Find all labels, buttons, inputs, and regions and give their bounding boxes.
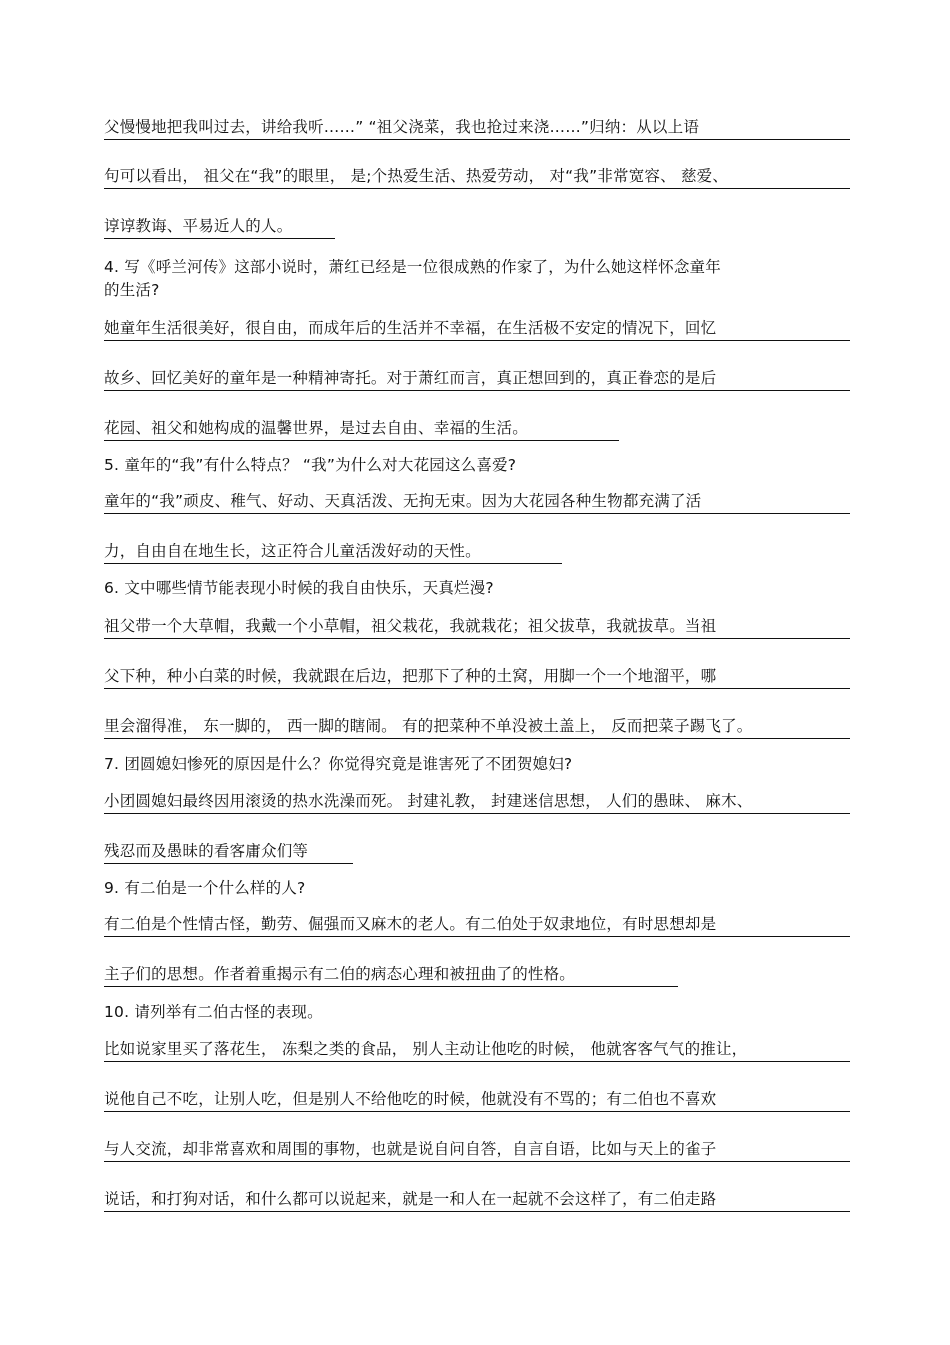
answer-line: 说他自己不吃，让别人吃，但是别人不给他吃的时候，他就没有不骂的；有二伯也不喜欢	[104, 1089, 850, 1112]
question-line: 7. 团圆媳妇惨死的原因是什么？你觉得究竟是谁害死了不团贺媳妇?	[104, 755, 573, 773]
answer-line: 祖父带一个大草帽，我戴一个小草帽，祖父栽花，我就栽花；祖父拔草，我就拔草。当祖	[104, 616, 850, 639]
answer-line: 小团圆媳妇最终因用滚烫的热水洗澡而死。 封建礼教， 封建迷信思想， 人们的愚昧、 麻木、	[104, 791, 850, 814]
answer-line: 有二伯是个性情古怪，勤劳、倔强而又麻木的老人。有二伯处于奴隶地位，有时思想却是	[104, 914, 850, 937]
question-line: 4. 写《呼兰河传》这部小说时，萧红已经是一位很成熟的作家了，为什么她这样怀念童年	[104, 258, 721, 276]
answer-line: 童年的“我”顽皮、稚气、好动、天真活泼、无拘无束。因为大花园各种生物都充满了活	[104, 491, 850, 514]
answer-line: 她童年生活很美好，很自由，而成年后的生活并不幸福，在生活极不安定的情况下，回忆	[104, 318, 850, 341]
answer-line: 花园、祖父和她构成的温馨世界，是过去自由、幸福的生活。	[104, 418, 619, 441]
answer-line: 父慢慢地把我叫过去，讲给我听……” “祖父浇菜，我也抢过来浇……”归纳：从以上语	[104, 117, 850, 140]
answer-line: 故乡、回忆美好的童年是一种精神寄托。对于萧红而言，真正想回到的，真正眷恋的是后	[104, 368, 850, 391]
question-line: 10. 请列举有二伯古怪的表现。	[104, 1003, 323, 1021]
answer-line: 说话，和打狗对话，和什么都可以说起来，就是一和人在一起就不会这样了，有二伯走路	[104, 1189, 850, 1212]
answer-line: 里会溜得准， 东一脚的， 西一脚的瞎闹。 有的把菜种不单没被土盖上， 反而把菜子踢飞了。	[104, 716, 850, 739]
question-line: 的生活?	[104, 281, 160, 299]
answer-line: 父下种，种小白菜的时候，我就跟在后边，把那下了种的土窝，用脚一个一个地溜平，哪	[104, 666, 850, 689]
answer-line: 力，自由自在地生长，这正符合儿童活泼好动的天性。	[104, 541, 562, 564]
answer-line: 比如说家里买了落花生， 冻梨之类的食品， 别人主动让他吃的时候， 他就客客气气的推让，	[104, 1039, 850, 1062]
answer-line: 残忍而及愚昧的看客庸众们等	[104, 841, 353, 864]
answer-line: 主子们的思想。作者着重揭示有二伯的病态心理和被扭曲了的性格。	[104, 964, 678, 987]
question-line: 9. 有二伯是一个什么样的人?	[104, 879, 306, 897]
answer-line: 谆谆教诲、平易近人的人。	[104, 216, 335, 239]
question-line: 6. 文中哪些情节能表现小时候的我自由快乐，天真烂漫?	[104, 579, 494, 597]
answer-line: 与人交流，却非常喜欢和周围的事物，也就是说自问自答，自言自语，比如与天上的雀子	[104, 1139, 850, 1162]
question-line: 5. 童年的“我”有什么特点？ “我”为什么对大花园这么喜爱?	[104, 456, 517, 474]
answer-line: 句可以看出， 祖父在“我”的眼里， 是;个热爱生活、热爱劳动， 对“我”非常宽容、 慈爱、	[104, 166, 850, 189]
